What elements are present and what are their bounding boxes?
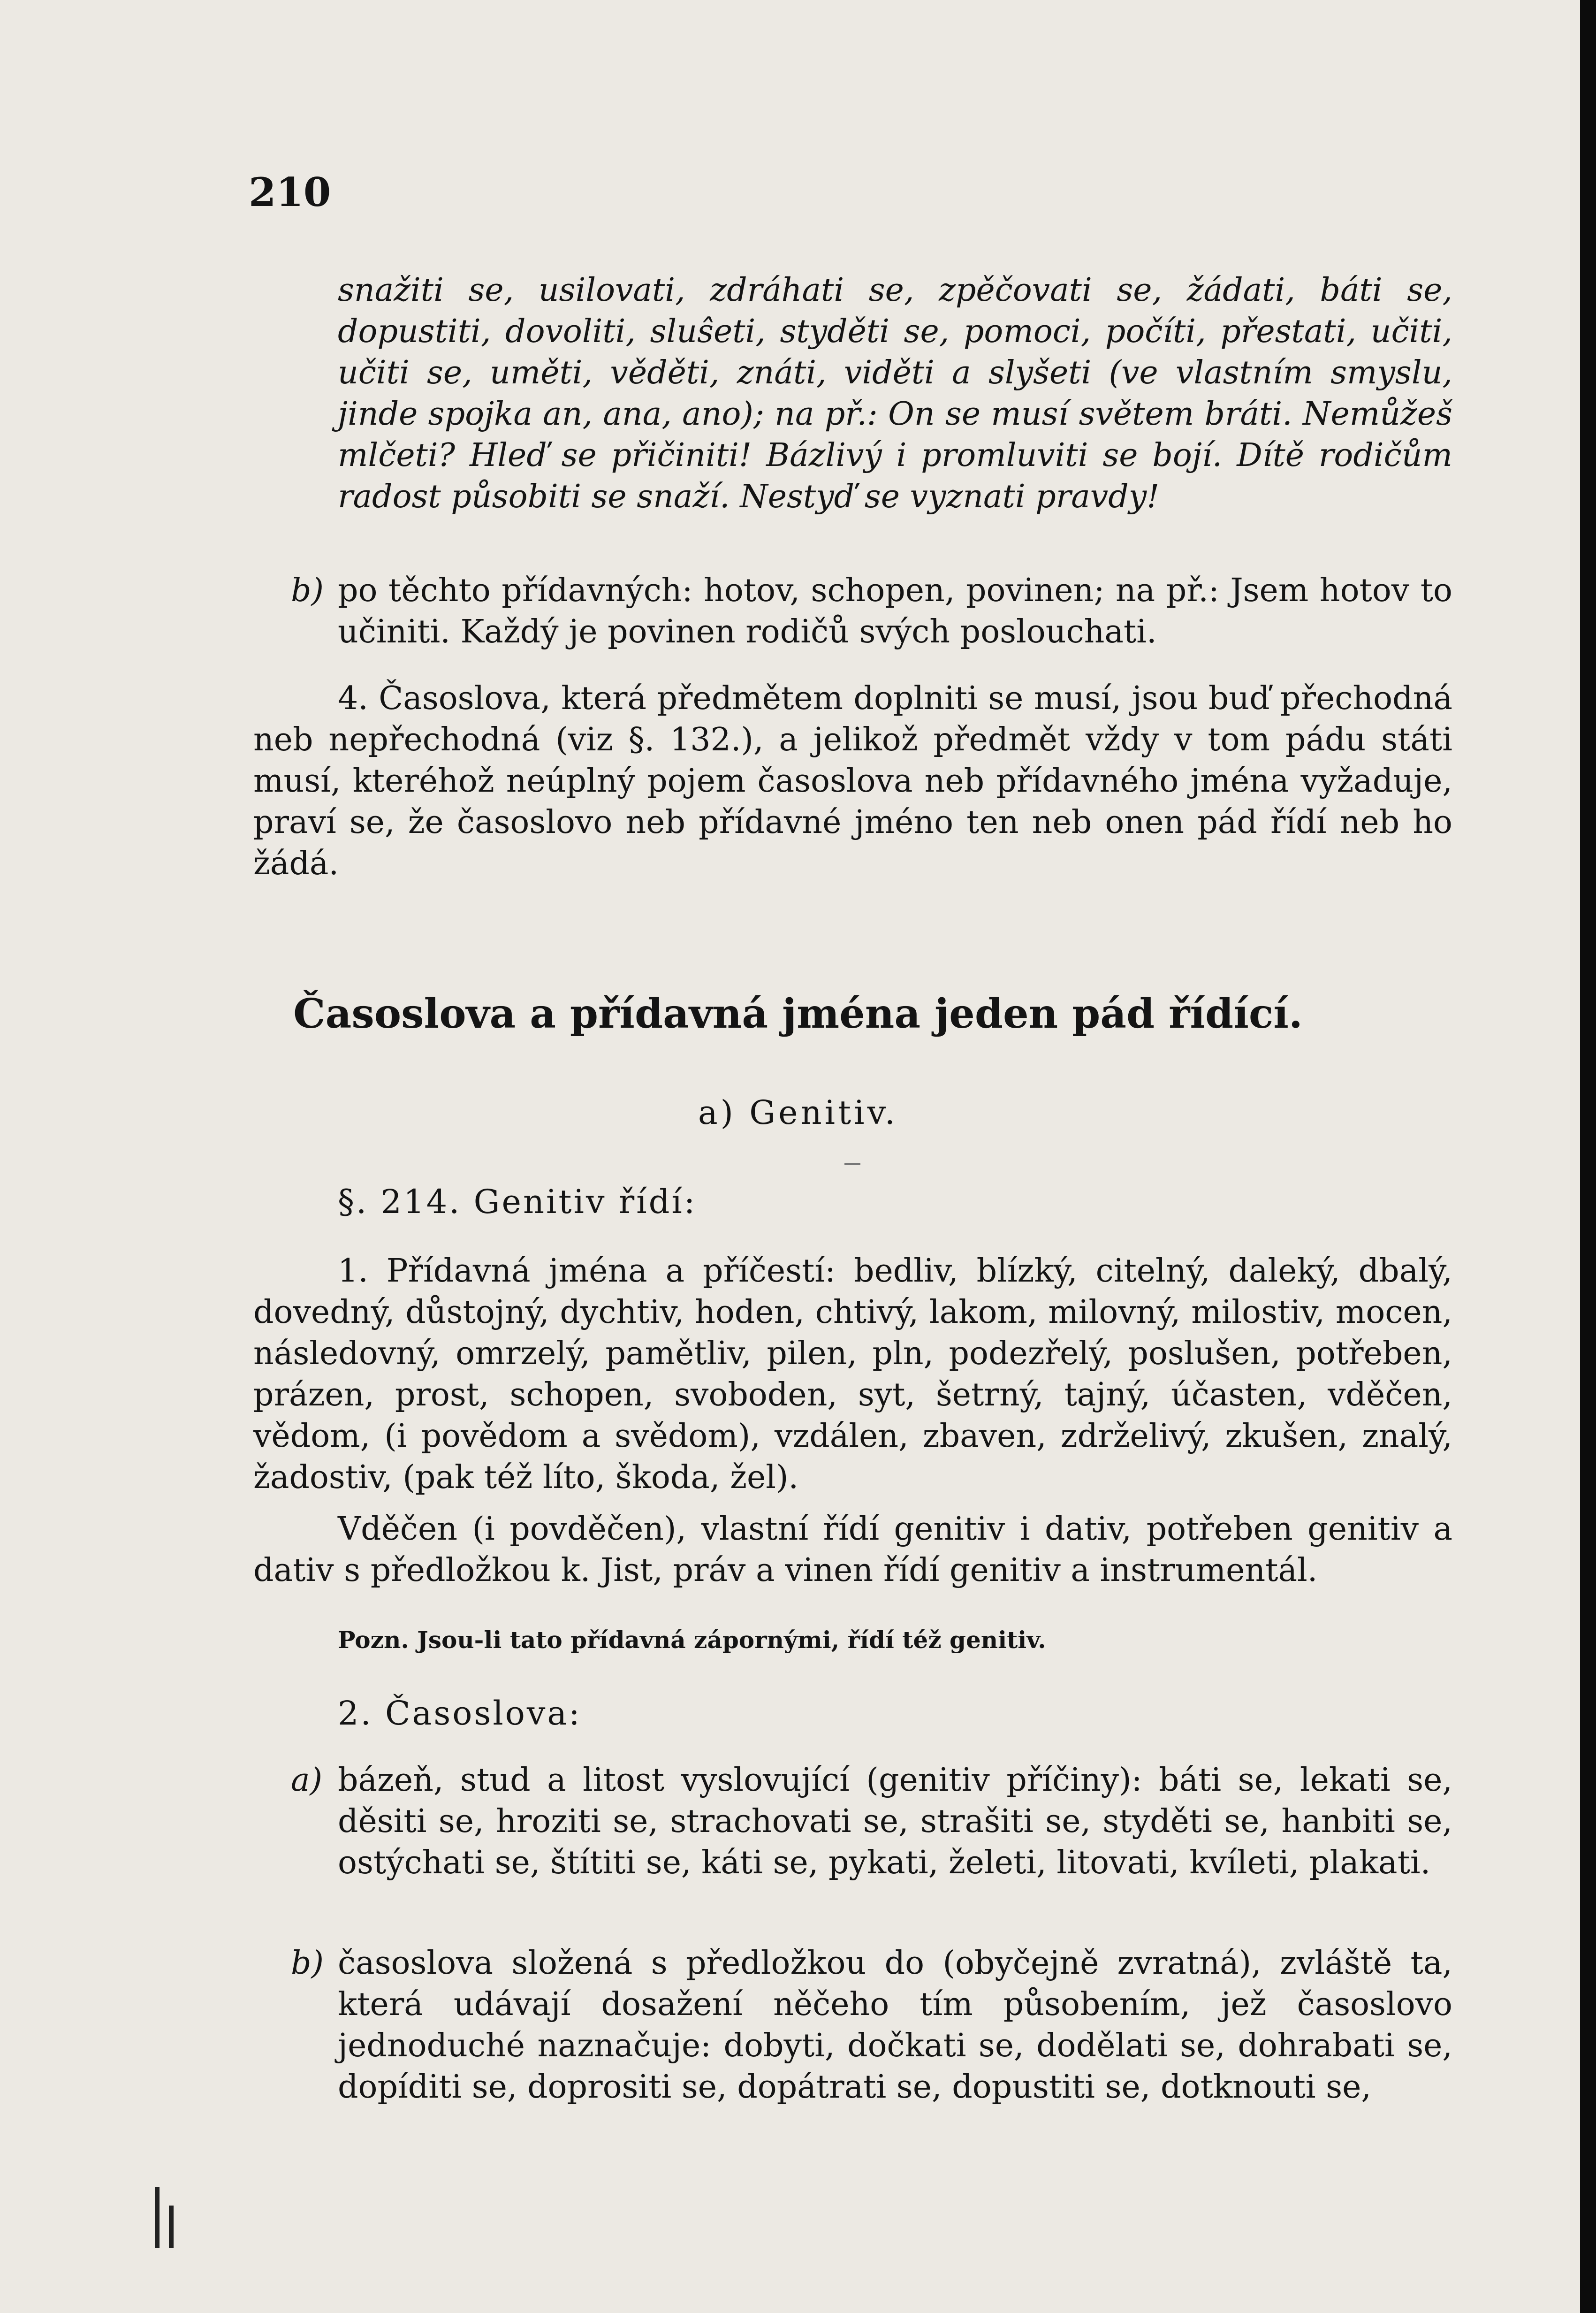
point-1-adjectives: 1. Přídavná jména a příčestí: bedliv, blízký, citelný, daleký, dbalý, dovedný, důstojný, dychtiv, hoden, chtivý, lakom, milovný, milostiv, mocen, následovný, omrzelý, pamětliv, pilen, pln, podezřelý, poslušen, potřeben, prázen, prost, schopen, svoboden, syt, šetrný, tajný, účasten, vděčen, vědom, (i povědom a svědom), vzdálen, zbaven, zdrželivý, zkušen, znalý, žadostiv, (pak též líto, škoda, žel). (253, 1252, 1452, 1496)
section-heading: Časoslova a přídavná jména jeden pád řídící. (293, 990, 1303, 1038)
item-2a-text: bázeň, stud a litost vyslovující (genitiv příčiny): báti se, lekati se, děsiti se, hroziti se, strachovati se, strašiti se, styděti se, hanbiti se, ostýchati se, štítiti se, káti se, pykati, želeti, litovati, kvíleti, plakati. (338, 1762, 1452, 1881)
bottom-margin-mark (169, 2206, 174, 2248)
item-2b-text: časoslova složená s předložkou do (obyčejně zvratná), zvláště ta, která udávají dosažení něčeho tím působením, jež časoslovo jednoduché naznačuje: dobyti, dočkati se, dodělati se, dohrabati se, dopíditi se, doprositi se, dopátrati se, dopustiti se, dotknouti se, (338, 1945, 1452, 2106)
item-b-label: b) (291, 572, 324, 609)
subheading-genitiv: a) Genitiv. (698, 1093, 898, 1132)
point-2-title: 2. Časoslova: (338, 1694, 582, 1733)
page-dark-edge (1580, 0, 1596, 2313)
paragraph-verb-list: snažiti se, usilovati, zdráhati se, zpěčovati se, žádati, báti se, dopustiti, dovoliti, sluŝeti, styděti se, pomoci, počíti, přestati, učiti, učiti se, uměti, věděti, znáti, viděti a slyšeti (ve vlastním smyslu, jinde spojka an, ana, ano); na př.: On se musí světem bráti. Nemůžeš mlčeti? Hleď se přičiniti! Bázlivý i promluviti se bojí. Dítě rodičům radost působiti se snaží. Nestyď se vyznati pravdy! (338, 272, 1452, 515)
item-2b-label: b) (291, 1945, 324, 1982)
vdecen-paragraph: Vděčen (i povděčen), vlastní řídí genitiv i dativ, potřeben genitiv a dativ s předložkou k. Jist, práv a vinen řídí genitiv a instrumentál. (253, 1511, 1452, 1589)
section-214-title: §. 214. Genitiv řídí: (338, 1183, 697, 1221)
note-pozn: Pozn. Jsou-li tato přídavná zápornými, řídí též genitiv. (338, 1626, 1046, 1654)
bottom-margin-mark (155, 2187, 160, 2248)
item-b-text: po těchto přídavných: hotov, schopen, povinen; na př.: Jsem hotov to učiniti. Každý je povinen rodičů svých poslouchati. (338, 572, 1452, 650)
page-number: 210 (249, 169, 331, 215)
item-2a-label: a) (291, 1762, 323, 1799)
paragraph-4: 4. Časoslova, která předmětem doplniti se musí, jsou buď přechodná neb nepřechodná (viz §. 132.), a jelikož předmět vždy v tom pádu státi musí, kteréhož neúplný pojem časoslova neb přídavného jména vyžaduje, praví se, že časoslovo neb přídavné jméno ten neb onen pád řídí neb ho žádá. (253, 680, 1452, 882)
divider-dash (844, 1163, 860, 1165)
